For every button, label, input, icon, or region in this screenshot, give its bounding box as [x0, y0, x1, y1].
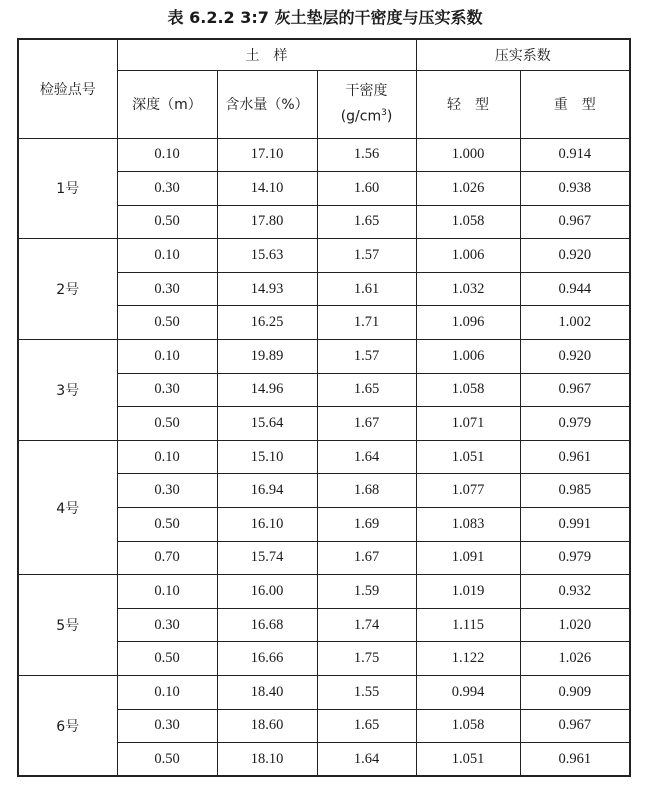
- moisture-cell: 18.60: [217, 709, 317, 743]
- heavy-compaction-cell: 0.967: [520, 205, 630, 239]
- dry-density-cell: 1.67: [317, 541, 416, 575]
- depth-cell: 0.10: [117, 340, 217, 374]
- moisture-cell: 16.10: [217, 508, 317, 542]
- point-number-cell: 4号: [18, 440, 117, 574]
- point-number-cell: 6号: [18, 676, 117, 777]
- moisture-cell: 14.93: [217, 272, 317, 306]
- table-body: [18, 138, 630, 776]
- heavy-compaction-cell: 0.961: [520, 743, 630, 777]
- heavy-compaction-cell: 0.991: [520, 508, 630, 542]
- depth-cell: 0.50: [117, 642, 217, 676]
- light-compaction-cell: 1.032: [416, 272, 520, 306]
- light-compaction-cell: 1.083: [416, 508, 520, 542]
- point-number-cell: 3号: [18, 340, 117, 441]
- depth-cell: 0.10: [117, 138, 217, 172]
- moisture-cell: 15.10: [217, 440, 317, 474]
- header-point-number: 检验点号: [18, 39, 117, 138]
- table-title: 表 6.2.2 3:7 灰土垫层的干密度与压实系数: [167, 8, 483, 27]
- header-light-type: 轻 型: [416, 70, 520, 138]
- header-heavy-type: 重 型: [520, 70, 630, 138]
- depth-cell: 0.50: [117, 205, 217, 239]
- dry-density-cell: 1.69: [317, 508, 416, 542]
- moisture-cell: 16.00: [217, 575, 317, 609]
- light-compaction-cell: 1.058: [416, 205, 520, 239]
- table-row: [18, 340, 630, 374]
- table-row: [18, 575, 630, 609]
- light-compaction-cell: 1.122: [416, 642, 520, 676]
- heavy-compaction-cell: 0.961: [520, 440, 630, 474]
- moisture-cell: 15.74: [217, 541, 317, 575]
- dry-density-cell: 1.68: [317, 474, 416, 508]
- light-compaction-cell: 1.096: [416, 306, 520, 340]
- light-compaction-cell: 1.026: [416, 172, 520, 206]
- table-row: [18, 138, 630, 172]
- dry-density-cell: 1.65: [317, 373, 416, 407]
- depth-cell: 0.30: [117, 373, 217, 407]
- moisture-cell: 14.96: [217, 373, 317, 407]
- table-row: [18, 440, 630, 474]
- heavy-compaction-cell: 0.979: [520, 541, 630, 575]
- depth-cell: 0.30: [117, 709, 217, 743]
- dry-density-cell: 1.74: [317, 608, 416, 642]
- dry-density-cell: 1.61: [317, 272, 416, 306]
- depth-cell: 0.50: [117, 407, 217, 441]
- light-compaction-cell: 1.006: [416, 239, 520, 273]
- heavy-compaction-cell: 1.002: [520, 306, 630, 340]
- heavy-compaction-cell: 0.920: [520, 340, 630, 374]
- header-dry-density-label: 干密度: [345, 83, 388, 100]
- header-depth: 深度（m）: [117, 70, 217, 138]
- light-compaction-cell: 1.000: [416, 138, 520, 172]
- moisture-cell: 16.68: [217, 608, 317, 642]
- moisture-cell: 18.10: [217, 743, 317, 777]
- heavy-compaction-cell: 0.985: [520, 474, 630, 508]
- table-row: [18, 239, 630, 273]
- compaction-table: [17, 38, 631, 777]
- moisture-cell: 17.80: [217, 205, 317, 239]
- header-soil-sample: 土 样: [117, 39, 416, 70]
- light-compaction-cell: 1.058: [416, 373, 520, 407]
- dry-density-cell: 1.56: [317, 138, 416, 172]
- dry-density-cell: 1.65: [317, 205, 416, 239]
- heavy-compaction-cell: 0.967: [520, 373, 630, 407]
- heavy-compaction-cell: 0.967: [520, 709, 630, 743]
- light-compaction-cell: 1.091: [416, 541, 520, 575]
- dry-density-cell: 1.57: [317, 239, 416, 273]
- dry-density-cell: 1.55: [317, 676, 416, 710]
- moisture-cell: 14.10: [217, 172, 317, 206]
- depth-cell: 0.10: [117, 575, 217, 609]
- heavy-compaction-cell: 0.914: [520, 138, 630, 172]
- dry-density-cell: 1.64: [317, 440, 416, 474]
- point-number-cell: 1号: [18, 138, 117, 239]
- heavy-compaction-cell: 1.026: [520, 642, 630, 676]
- light-compaction-cell: 0.994: [416, 676, 520, 710]
- light-compaction-cell: 1.051: [416, 440, 520, 474]
- light-compaction-cell: 1.006: [416, 340, 520, 374]
- point-number-cell: 2号: [18, 239, 117, 340]
- heavy-compaction-cell: 0.938: [520, 172, 630, 206]
- light-compaction-cell: 1.051: [416, 743, 520, 777]
- light-compaction-cell: 1.115: [416, 608, 520, 642]
- depth-cell: 0.10: [117, 440, 217, 474]
- header-compaction-coefficient: 压实系数: [416, 39, 630, 70]
- table-row: [18, 676, 630, 710]
- header-dry-density-unit: $(g/cm^3)$: [340, 108, 393, 125]
- header-dry-density: [317, 70, 416, 138]
- point-number-cell: 5号: [18, 575, 117, 676]
- heavy-compaction-cell: 0.909: [520, 676, 630, 710]
- moisture-cell: 16.25: [217, 306, 317, 340]
- dry-density-cell: 1.64: [317, 743, 416, 777]
- heavy-compaction-cell: 0.944: [520, 272, 630, 306]
- heavy-compaction-cell: 0.979: [520, 407, 630, 441]
- light-compaction-cell: 1.077: [416, 474, 520, 508]
- moisture-cell: 18.40: [217, 676, 317, 710]
- depth-cell: 0.50: [117, 743, 217, 777]
- depth-cell: 0.50: [117, 508, 217, 542]
- depth-cell: 0.10: [117, 239, 217, 273]
- moisture-cell: 17.10: [217, 138, 317, 172]
- heavy-compaction-cell: 0.920: [520, 239, 630, 273]
- dry-density-cell: 1.57: [317, 340, 416, 374]
- heavy-compaction-cell: 1.020: [520, 608, 630, 642]
- moisture-cell: 16.66: [217, 642, 317, 676]
- dry-density-cell: 1.67: [317, 407, 416, 441]
- depth-cell: 0.10: [117, 676, 217, 710]
- moisture-cell: 15.63: [217, 239, 317, 273]
- dry-density-cell: 1.65: [317, 709, 416, 743]
- dry-density-cell: 1.59: [317, 575, 416, 609]
- moisture-cell: 19.89: [217, 340, 317, 374]
- light-compaction-cell: 1.019: [416, 575, 520, 609]
- depth-cell: 0.50: [117, 306, 217, 340]
- depth-cell: 0.30: [117, 172, 217, 206]
- moisture-cell: 15.64: [217, 407, 317, 441]
- dry-density-cell: 1.71: [317, 306, 416, 340]
- light-compaction-cell: 1.071: [416, 407, 520, 441]
- moisture-cell: 16.94: [217, 474, 317, 508]
- depth-cell: 0.30: [117, 608, 217, 642]
- heavy-compaction-cell: 0.932: [520, 575, 630, 609]
- header-moisture: 含水量（%）: [217, 70, 317, 138]
- depth-cell: 0.30: [117, 272, 217, 306]
- dry-density-cell: 1.75: [317, 642, 416, 676]
- depth-cell: 0.30: [117, 474, 217, 508]
- dry-density-cell: 1.60: [317, 172, 416, 206]
- depth-cell: 0.70: [117, 541, 217, 575]
- light-compaction-cell: 1.058: [416, 709, 520, 743]
